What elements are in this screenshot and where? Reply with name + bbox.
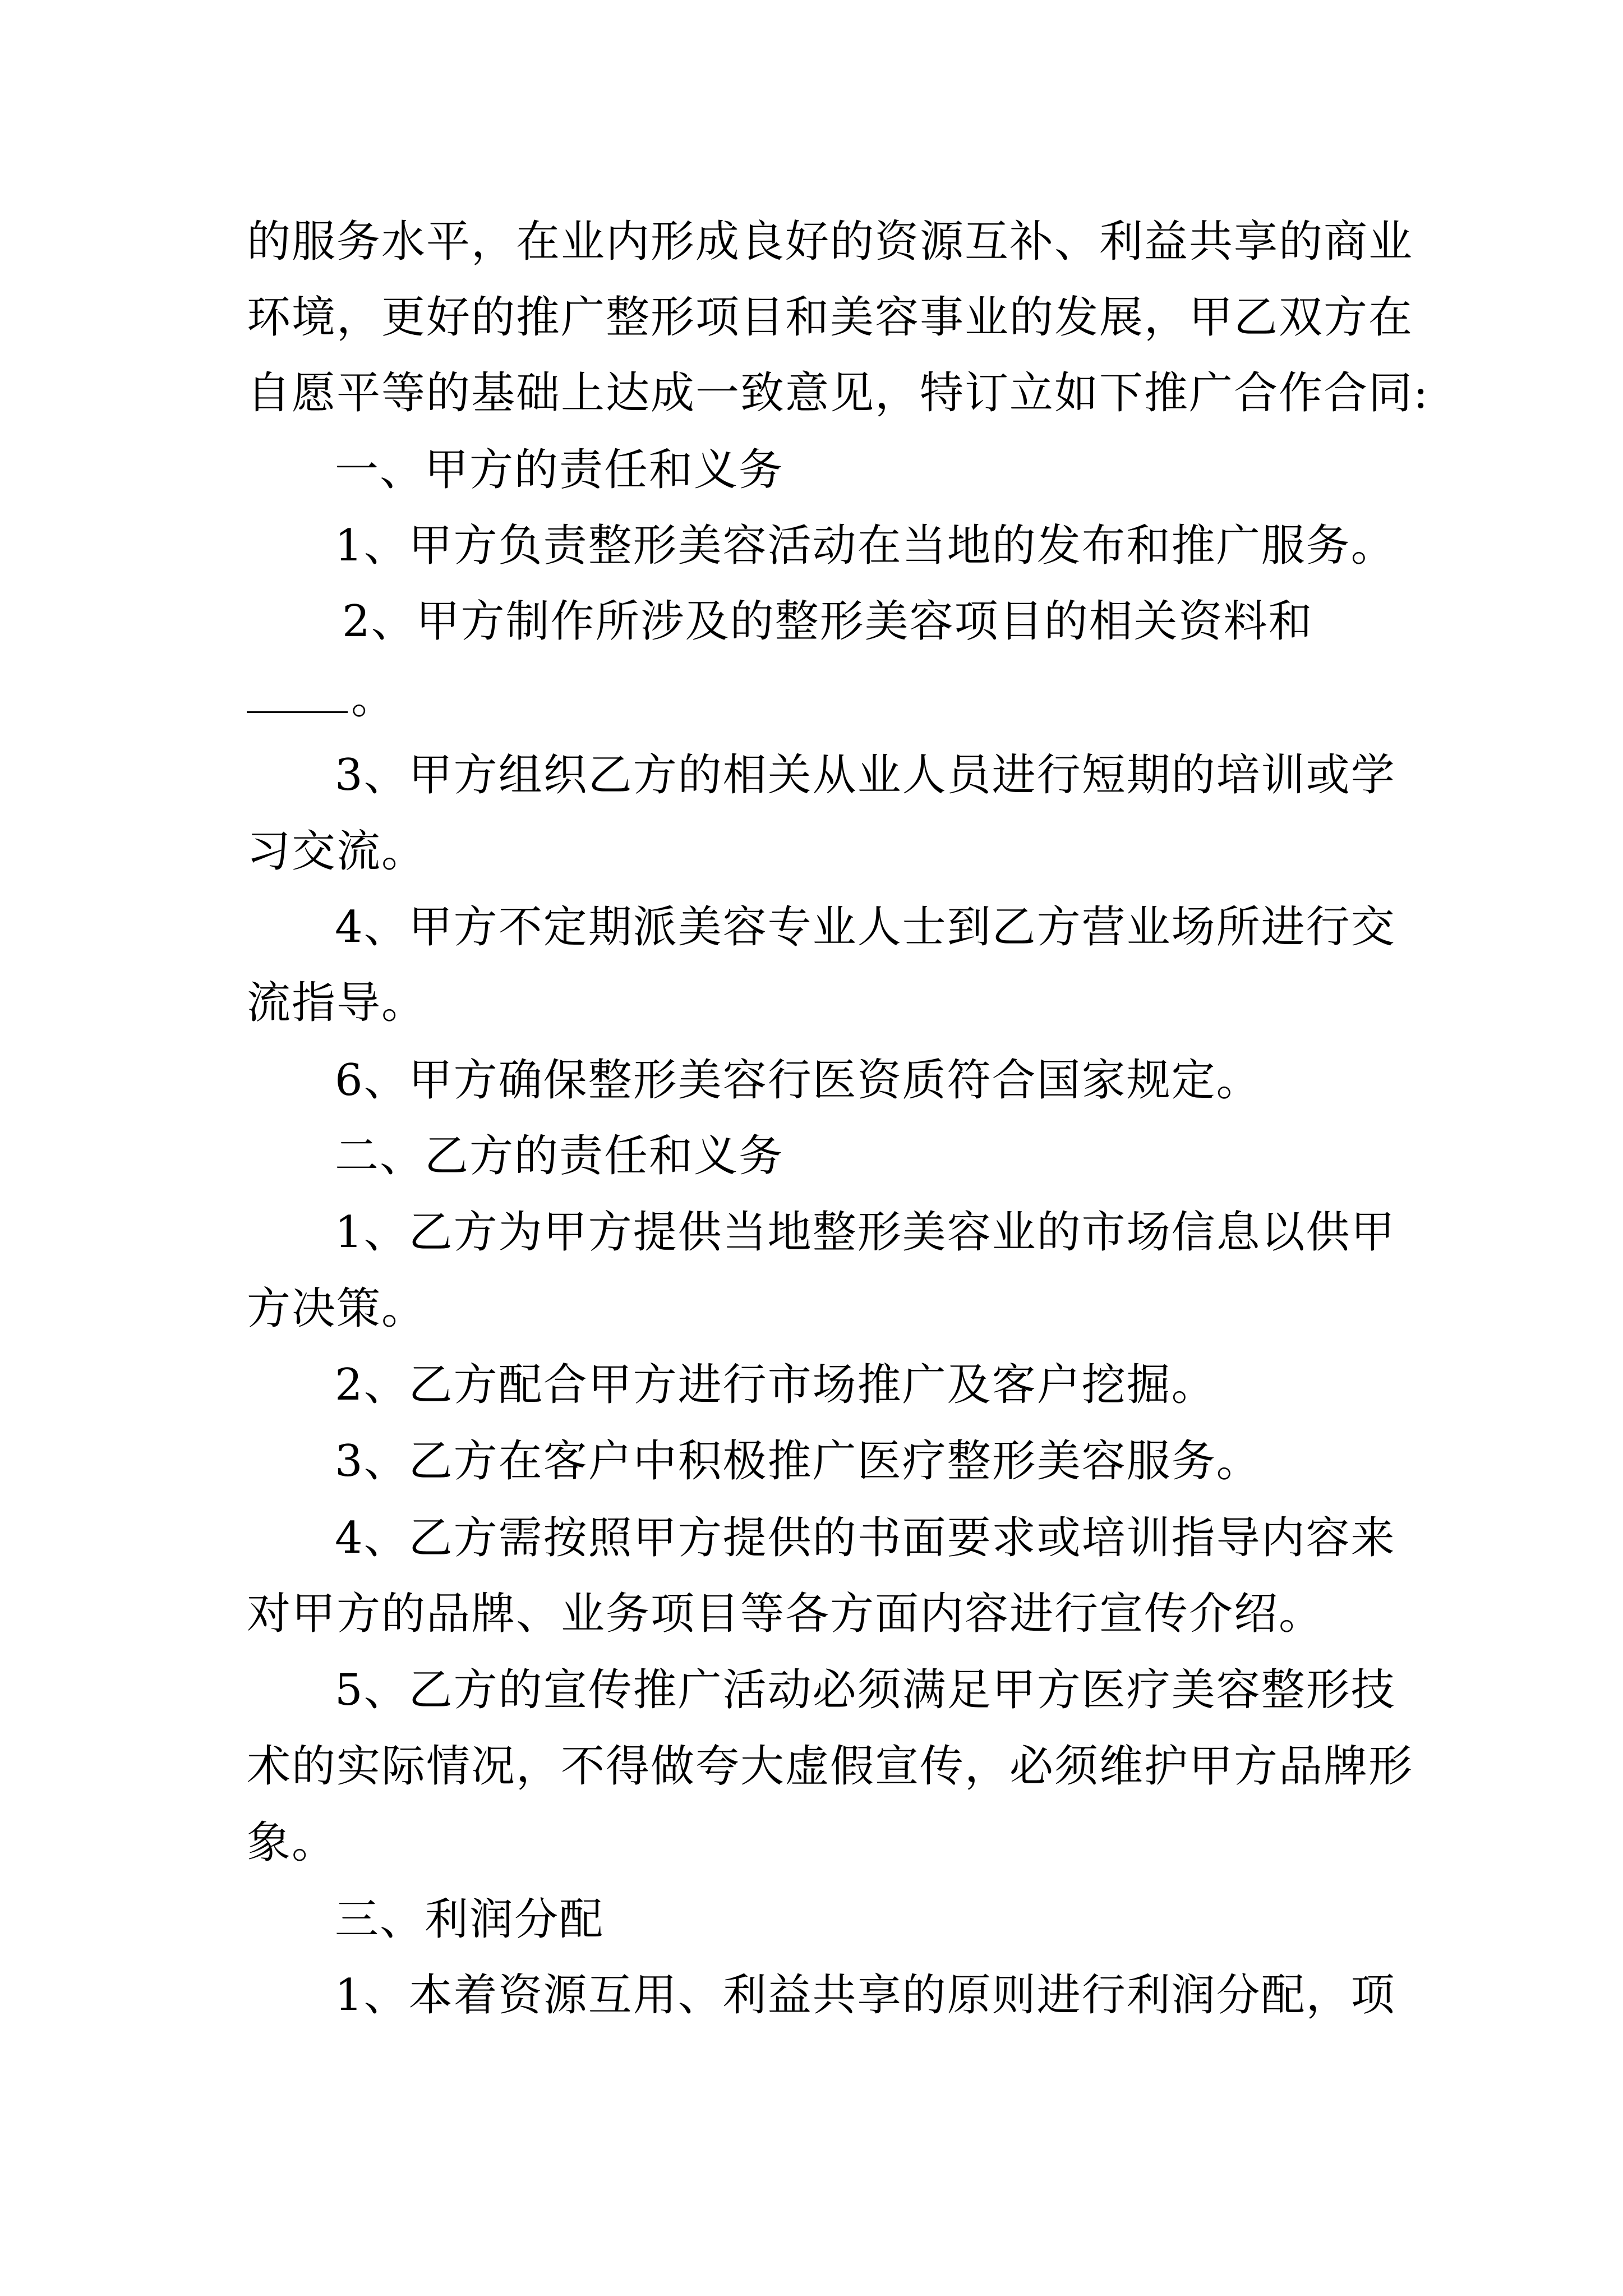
list-item: 1、本着资源互用、利益共享的原则进行利润分配，项	[335, 1970, 1396, 2021]
paragraph-line: 的服务水平，在业内形成良好的资源互补、利益共享的商业	[247, 217, 1414, 267]
list-item: 6、甲方确保整形美容行医资质符合国家规定。	[335, 1055, 1261, 1106]
list-item-continuation: 术的实际情况，不得做夸大虚假宣传，必须维护甲方品牌形	[247, 1741, 1414, 1792]
list-item: 3、乙方在客户中积极推广医疗整形美容服务。	[335, 1436, 1261, 1487]
list-item-continuation: 方决策。	[247, 1283, 427, 1334]
list-item: 1、乙方为甲方提供当地整形美容业的市场信息以供甲	[335, 1207, 1396, 1258]
list-item: 2、甲方制作所涉及的整形美容项目的相关资料和	[342, 596, 1313, 647]
list-item-continuation: 习交流。	[247, 826, 427, 877]
section-heading-3: 三、利润分配	[335, 1894, 605, 1945]
list-item-continuation: 对甲方的品牌、业务项目等各方面内容进行宣传介绍。	[247, 1589, 1324, 1639]
list-item-continuation	[247, 673, 396, 724]
list-item-continuation: 象。	[247, 1818, 337, 1868]
paragraph-line: 环境，更好的推广整形项目和美容事业的发展，甲乙双方在	[247, 292, 1414, 343]
fill-in-blank	[247, 677, 348, 713]
list-item: 4、甲方不定期派美容专业人士到乙方营业场所进行交	[335, 902, 1396, 953]
period-mark: 。	[351, 673, 396, 724]
list-item-continuation: 流指导。	[247, 978, 427, 1028]
section-heading-1: 一、甲方的责任和义务	[335, 445, 784, 495]
paragraph-line: 自愿平等的基础上达成一致意见，特订立如下推广合作合同:	[247, 368, 1430, 418]
list-item: 2、乙方配合甲方进行市场推广及客户挖掘。	[335, 1360, 1216, 1410]
list-item: 5、乙方的宣传推广活动必须满足甲方医疗美容整形技	[335, 1665, 1396, 1715]
list-item: 1、甲方负责整形美容活动在当地的发布和推广服务。	[335, 521, 1396, 571]
list-item: 3、甲方组织乙方的相关从业人员进行短期的培训或学	[335, 750, 1396, 800]
section-heading-2: 二、乙方的责任和义务	[335, 1131, 784, 1181]
list-item: 4、乙方需按照甲方提供的书面要求或培训指导内容来	[335, 1513, 1396, 1563]
